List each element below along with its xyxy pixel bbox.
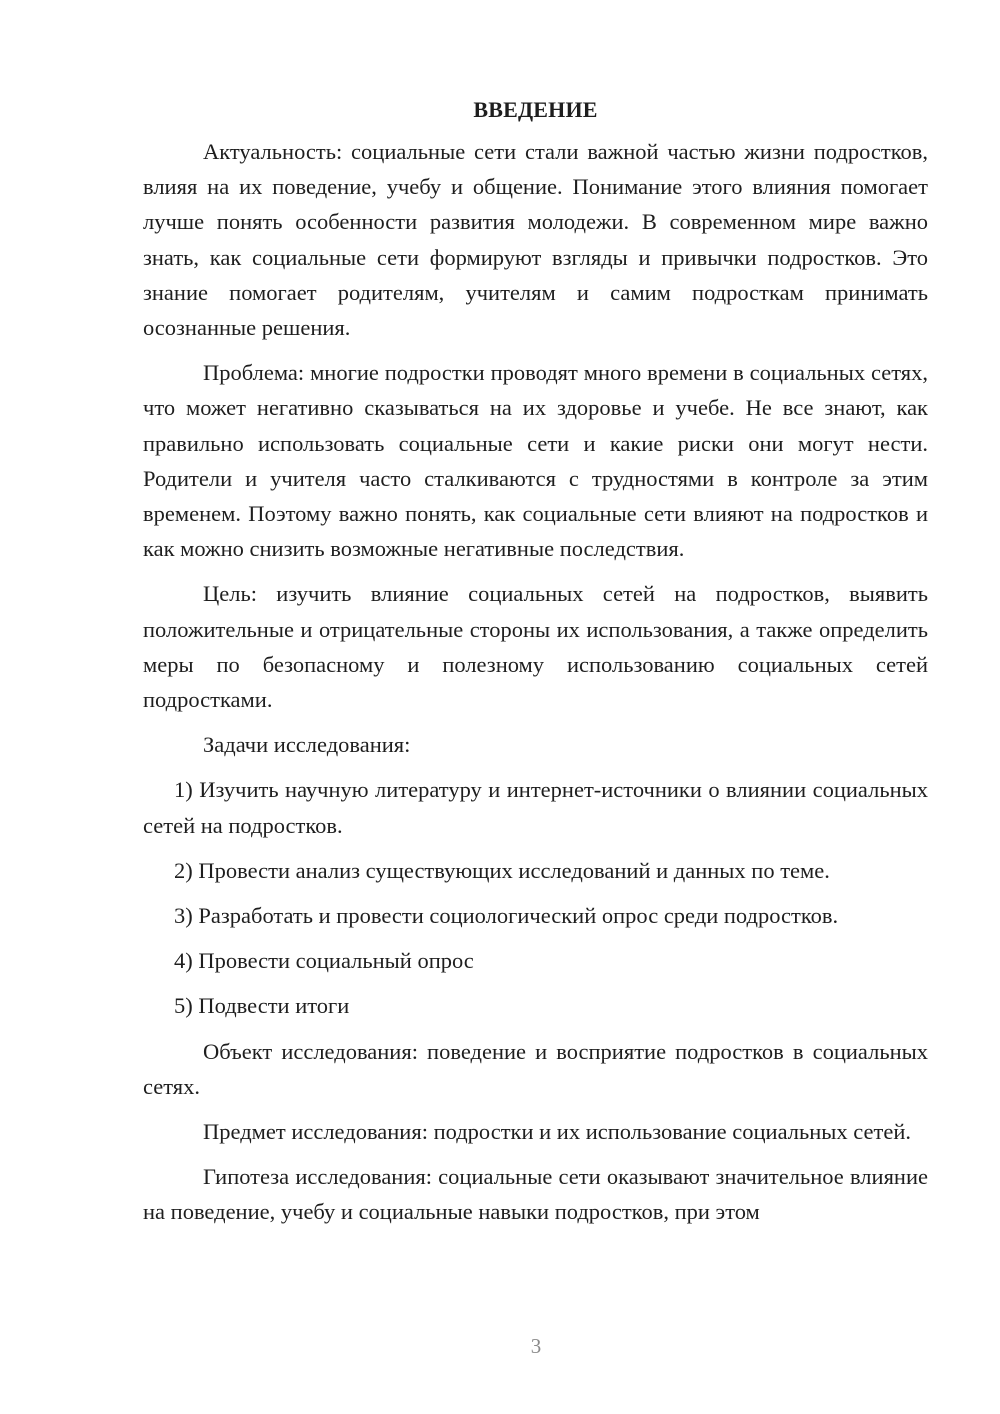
- task-item-2: 2) Провести анализ существующих исследований и данных по теме.: [174, 857, 830, 883]
- task-item-4: 4) Провести социальный опрос: [174, 948, 474, 974]
- paragraph-relevance: Актуальность: социальные сети стали важной частью жизни подростков, влияя на их поведение, учебу и общение. Понимание этого влияния помогает лучше понять особенности развития молодежи. В современном мире важно знать, как социальные сети формируют взгляды и привычки подростков. Это знание помогает родителям, учителям и самим подросткам принимать осознанные решения.: [143, 139, 928, 341]
- paragraph-subject: Предмет исследования: подростки и их использование социальных сетей.: [203, 1119, 912, 1145]
- paragraph-object: Объект исследования: поведение и восприятие подростков в социальных сетях.: [143, 1038, 928, 1099]
- page-number: 3: [530, 1334, 542, 1358]
- paragraph-hypothesis: Гипотеза исследования: социальные сети оказывают значительное влияние на поведение, учебу и социальные навыки подростков, при этом: [143, 1164, 928, 1225]
- paragraph-goal: Цель: изучить влияние социальных сетей на подростков, выявить положительные и отрицательные стороны их использования, а также определить меры по безопасному и полезному использованию социальных сетей подростками.: [143, 581, 928, 713]
- task-item-3: 3) Разработать и провести социологический опрос среди подростков.: [174, 903, 839, 929]
- paragraph-problem: Проблема: многие подростки проводят много времени в социальных сетях, что может негативно сказываться на их здоровье и учебе. Не все знают, как правильно использовать социальные сети и какие риски они могут нести. Родители и учителя часто сталкиваются с трудностями в контроле за этим временем. Поэтому важно понять, как социальные сети влияют на подростков и как можно снизить возможные негативные последствия.: [143, 360, 928, 562]
- task-item-1: 1) Изучить научную литературу и интернет-источники о влиянии социальных сетей на подростков.: [143, 777, 928, 838]
- page-content: [143, 92, 928, 1240]
- page-title: ВВЕДЕНИЕ: [473, 97, 598, 122]
- tasks-heading: Задачи исследования:: [203, 732, 411, 758]
- task-item-5: 5) Подвести итоги: [174, 993, 350, 1019]
